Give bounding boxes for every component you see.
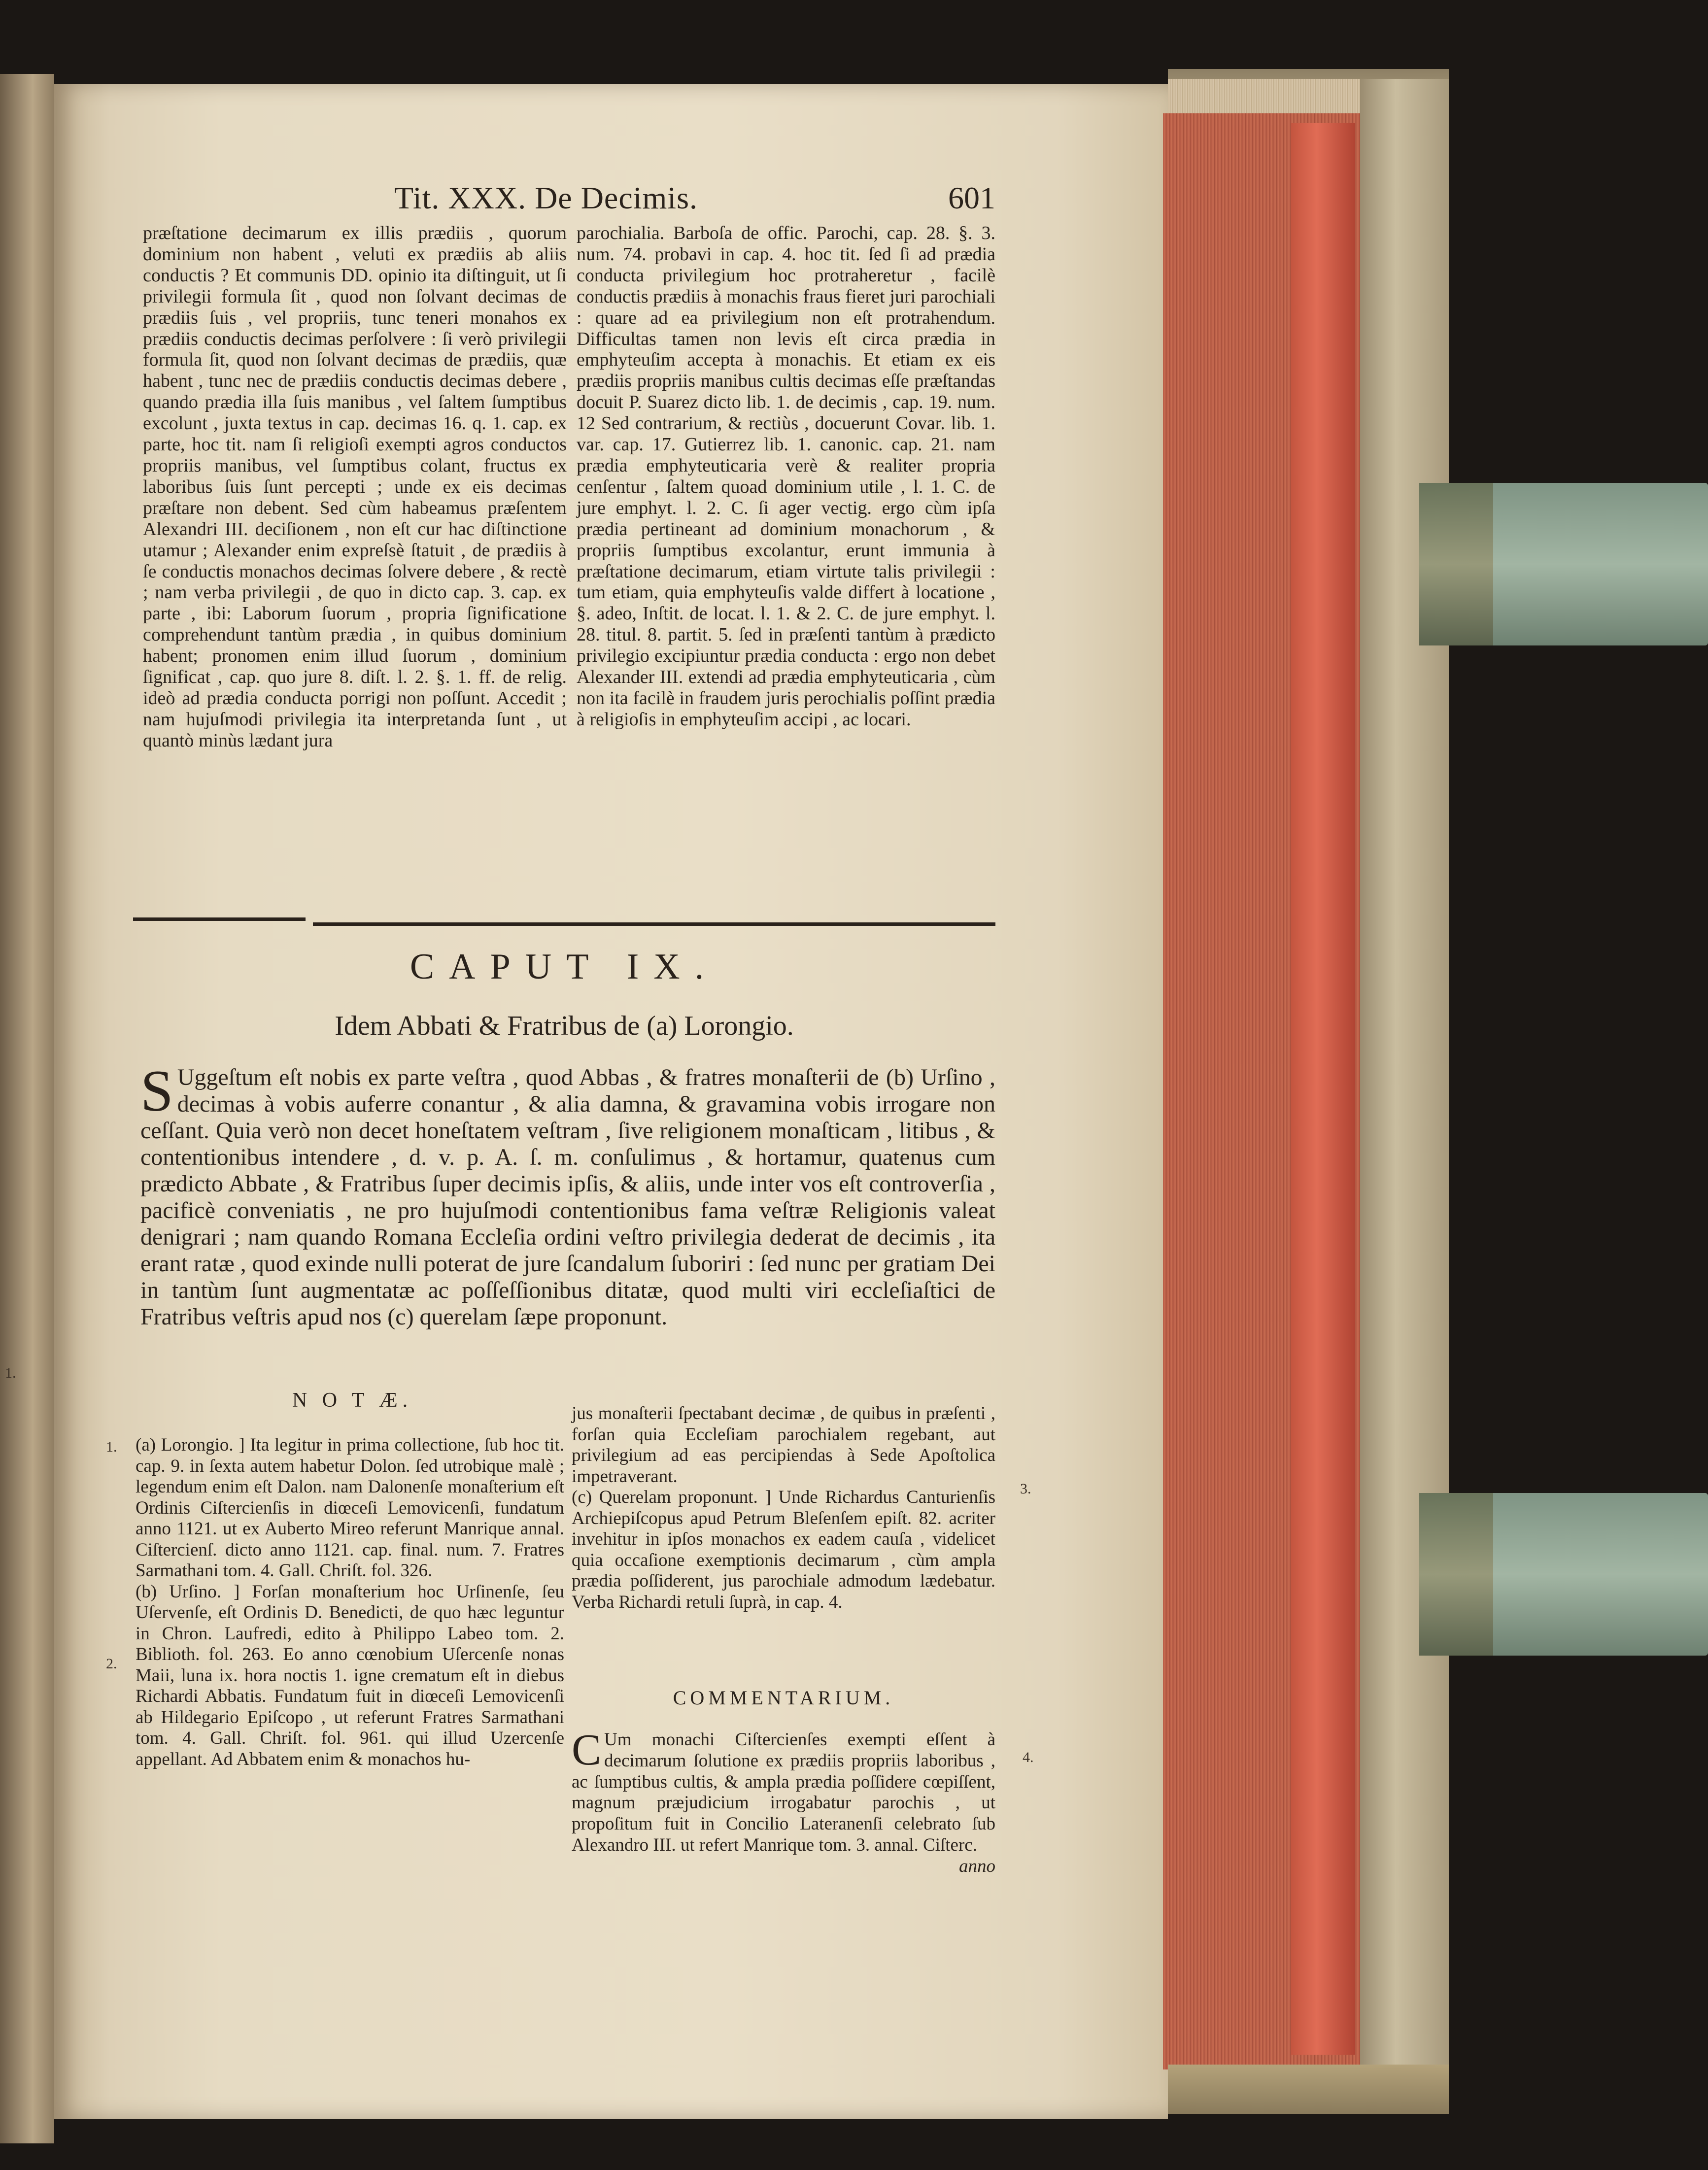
running-header	[394, 180, 995, 229]
paragraph: parochialia. Barboſa de offic. Parochi, cap. 28. §. 3. num. 74. probavi in cap. 4. hoc tit. ſed ſi ad prædia conducta privilegium hoc protraheretur , facilè conductis prædiis à monachis fraus fieret juri parochiali : quare ad ea privilegium non eſt protrahendum. Difficultas tamen non levis eſt circa prædia in emphyteuſim accepta à monachis. Et etiam ex eis prædiis propriis manibus cultis decimas eſſe præſtandas docuit P. Suarez dicto lib. 1. de decimis , cap. 19. num. 12 Sed contrarium, & rectiùs , docuerunt Covar. lib. 1. var. cap. 17. Gutierrez lib. 1. canonic. cap. 21. nam prædia emphyteuticaria verè & realiter propria cenſentur , ſaltem quoad dominium utile , l. 1. C. de jure emphyt. l. 2. C. ſi ager vectig. ergo cùm ipſa prædia pertineant ad dominium monachorum , & propriis ſumptibus excolantur, erunt immunia à præſtatione decimarum, etiam virtute talis privilegii : tum etiam, quia emphyteuſis valde differt à locatione , §. adeo, Inſtit. de locat. l. 1. & 2. C. de jure emphyt. l. 28. titul. 8. partit. 5. ſed in præſenti tantùm à prædicto privilegio excipiuntur prædia conducta : ergo non debet Alexander III. extendi ad prædia emphyteuticaria , cùm non ita facilè in fraudem juris perochialis poſſint prædia à religioſis in emphyteuſim accipi , ac locari.	[577, 223, 995, 730]
commentarium-text: Um monachi Ciſtercienſes exempti eſſent à decimarum ſolutione ex prædiis propriis laboribus , ac ſumptibus cultis, & ampla prædia poſſidere cœpiſſent, magnum præjudicium irrogabatur parochis , ut propoſitum fuit in Concilio Lateranenſi celebrato ſub Alexandro III. ut refert Manrique tom. 3. annal. Ciſterc.	[572, 1729, 995, 1855]
clasp-top	[1419, 483, 1708, 645]
section-rule-left	[133, 917, 306, 921]
chapter-subtitle: Idem Abbati & Fratribus de (a) Lorongio.	[335, 1011, 794, 1041]
cover-bottom-edge	[1168, 2065, 1449, 2114]
chapter-body-text: Uggeſtum eſt nobis ex parte veſtra , quod Abbas , & fratres monaſterii de (b) Urſino , decimas à vobis auferre conantur , & alia damna, & gravamina vobis irrogare non ceſſant. Quia verò non decet honeſtatem veſtram , ſive religionem monaſticam , litibus , & contentionibus intendere , d. v. p. A. ſ. m. conſulimus , & hortamur, quatenus cum prædicto Abbate , & Fratribus ſuper decimis ipſis, & aliis, unde inter vos eſt controverſia , pacificè conveniatis , ne pro hujuſmodi contentionibus fama veſtræ Religionis valeat denigrari ; nam quando Romana Eccleſia ordini veſtro privilegia dederat de decimis , ita erant ratæ , quod exinde nulli poterat de jure ſcandalum ſuboriri : ſed nunc per gratiam Dei in tantùm ſunt augmentatæ ac poſſeſſionibus ditatæ, quod multi viri eccleſiaſtici de Fratribus veſtris apud nos (c) querelam ſæpe proponunt.	[140, 1064, 995, 1330]
margin-number: 2.	[106, 1656, 117, 1672]
top-left-column	[143, 223, 567, 751]
paragraph: præſtatione decimarum ex illis prædiis , quorum dominium non habent , veluti ex prædiis ab aliis conductis ? Et communis DD. opinio ita diſtinguit, ut ſi privilegii formula ſit , quod non ſolvant decimas de prædiis ſuis , vel propriis, tunc teneri monahos ex prædiis conductis decimas perſolvere : ſi verò privilegii formula ſit, quod non ſolvant decimas de prædiis, quæ habent , tunc nec de prædiis conductis decimas debere , quando prædia illa ſuis manibus , vel ſaltem ſumptibus excolunt , juxta textus in cap. decimas 16. q. 1. cap. ex parte, hoc tit. nam ſi religioſi exempti agros conductos propriis manibus, vel ſumptibus colant, fructus ex laboribus ſuis ſunt percepti ; unde ex eis decimas præſtare non debent. Sed cùm habeamus præſentem Alexandri III. deciſionem , non eſt cur hac diſtinctione utamur ; Alexander enim expreſsè ſtatuit , de prædiis à ſe conductis monachos decimas ſolvere debere , & rectè ; nam verba privilegii , de quo in dicto cap. 3. cap. ex parte , ibi: Laborum ſuorum , propria ſignificatione comprehendunt tantùm prædia , in quibus dominium habent; pronomen enim illud ſuorum , dominium ſignificat , cap. quo jure 8. diſt. l. 2. §. 1. ff. de relig. ideò ad prædia conducta porrigi non poſſunt. Accedit ; nam hujuſmodi privilegia ita interpretanda ſunt , ut quantò minùs lædant jura	[143, 223, 567, 751]
clasp-bottom	[1419, 1493, 1708, 1656]
notes-left-column	[136, 1435, 564, 1770]
clasp-hinge-top	[1419, 483, 1493, 645]
drop-cap: C	[572, 1726, 602, 1774]
margin-number: 1.	[106, 1439, 117, 1455]
note-a: (a) Lorongio. ] Ita legitur in prima collectione, ſub hoc tit. cap. 9. in ſexta autem habetur Dolon. ſed utrobique malè ; legendum enim eſt Dalon. nam Dalonenſe monaſterium eſt Ordinis Ciſtercienſis in diœceſi Lemovicenſi, fundatum anno 1121. ut ex Auberto Mireo referunt Manrique annal. Ciſtercienſ. dicto anno 1121. cap. final. num. 7. Fratres Sarmathani tom. 4. Gall. Chriſt. fol. 326.	[136, 1435, 564, 1581]
cover-right-edge	[1360, 79, 1449, 2109]
top-right-column	[577, 223, 995, 730]
drop-cap: S	[140, 1058, 173, 1123]
section-rule-right	[313, 922, 995, 926]
note-continuation: jus monaſterii ſpectabant decimæ , de quibus in præſenti , forſan quia Eccleſiam parochialem regebant, aut privilegium ad eas percipiendas à Sede Apoſtolica impetraverant.	[572, 1403, 995, 1487]
commentarium-column	[572, 1726, 995, 1877]
note-c: (c) Querelam proponunt. ] Unde Richardus Canturienſis Archiepiſcopus apud Petrum Bleſenſem epiſt. 82. acriter invehitur in ipſos monachos ex eadem cauſa , videlicet quia occaſione exemptionis decimarum , cùm ampla prædia poſſiderent, jus parochiale admodum lædebatur. Verba Richardi retuli ſuprà, in cap. 4.	[572, 1487, 995, 1612]
catchword: anno	[959, 1856, 995, 1876]
book-left-edge	[0, 74, 54, 2143]
notes-title: N O T Æ.	[292, 1389, 413, 1412]
chapter-body	[140, 1058, 995, 1330]
page-number: 601	[948, 180, 995, 215]
note-b: (b) Urſino. ] Forſan monaſterium hoc Urſinenſe, ſeu Uſervenſe, eſt Ordinis D. Benedicti, de quo hæc leguntur in Chron. Laufredi, edito à Philippo Labeo tom. 2. Biblioth. fol. 263. Eo anno cœnobium Uſercenſe nonas Maii, luna ix. hora noctis 1. igne crematum eſt in diebus Richardi Abbatis. Fundatum fuit in diœceſi Lemovicenſi ab Hildegario Epiſcopo , ut referunt Fratres Sarmathani tom. 4. Gall. Chriſt. fol. 961. qui illud Uzercenſe appellant. Ad Abbatem enim & monachos hu-	[136, 1581, 564, 1769]
margin-number: 3.	[1020, 1481, 1031, 1497]
margin-number: 1.	[5, 1365, 16, 1381]
chapter-heading: CAPUT IX.	[410, 947, 719, 987]
red-page-edge-highlight	[1291, 123, 1355, 2055]
margin-number: 4.	[1023, 1749, 1034, 1765]
ink-stain	[1143, 867, 1242, 1074]
clasp-hinge-bottom	[1419, 1493, 1493, 1656]
commentarium-title: COMMENTARIUM.	[673, 1687, 894, 1709]
running-title: Tit. XXX. De Decimis.	[394, 180, 698, 215]
notes-right-column	[572, 1403, 995, 1613]
